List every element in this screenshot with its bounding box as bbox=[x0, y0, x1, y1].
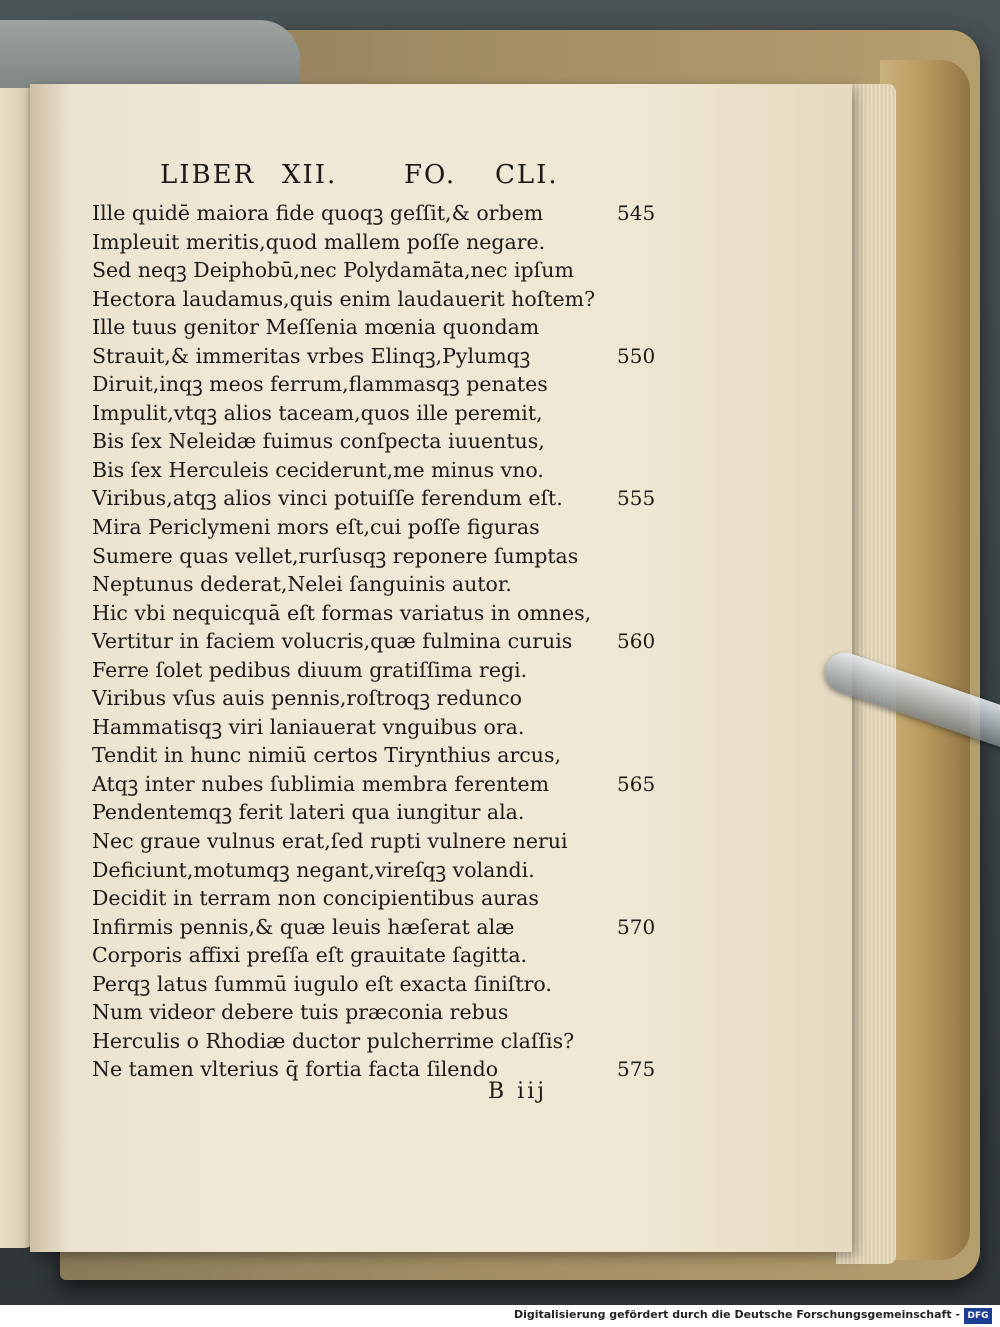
verse-text: Neptunus dederat,Nelei ſanguinis autor. bbox=[92, 572, 512, 597]
verse-lines bbox=[92, 199, 712, 1084]
verse-line bbox=[92, 484, 712, 513]
verse-line bbox=[92, 456, 712, 485]
verse-text: Bis ſex Neleidæ fuimus conſpecta iuuentus, bbox=[92, 429, 545, 454]
verse-line bbox=[92, 741, 712, 770]
verse-line bbox=[92, 913, 712, 942]
line-number: 565 bbox=[617, 771, 656, 796]
verse-text: Herculis o Rhodiæ ductor pulcherrime claſſis? bbox=[92, 1028, 575, 1053]
verse-line bbox=[92, 427, 712, 456]
verse-text: Infirmis pennis,& quæ leuis hæſerat alæ bbox=[92, 914, 515, 939]
verse-line bbox=[92, 798, 712, 827]
verse-text: Ille tuus genitor Meſſenia mœnia quondam bbox=[92, 315, 540, 340]
spine-strip bbox=[0, 20, 300, 90]
header-book-number: XII. bbox=[282, 160, 338, 190]
running-header bbox=[160, 160, 560, 194]
verse-text: Atqꝫ inter nubes ſublimia membra ferentem bbox=[92, 771, 550, 796]
verse-line bbox=[92, 884, 712, 913]
line-number: 575 bbox=[617, 1057, 656, 1082]
verse-text: Pendentemqꝫ ferit lateri qua iungitur ala. bbox=[92, 800, 525, 825]
verse-line bbox=[92, 228, 712, 257]
verse-line bbox=[92, 313, 712, 342]
verse-line bbox=[92, 285, 712, 314]
verse-line bbox=[92, 542, 712, 571]
verse-text: Corporis affixi preſſa eſt grauitate ſagitta. bbox=[92, 943, 528, 968]
verse-text: Viribus vſus auis pennis,roſtroqꝫ redunco bbox=[92, 686, 522, 711]
verse-line bbox=[92, 599, 712, 628]
verse-line bbox=[92, 1055, 712, 1084]
verse-line bbox=[92, 513, 712, 542]
dfg-logo: DFG bbox=[964, 1308, 992, 1324]
signature-mark: B iij bbox=[488, 1079, 548, 1104]
verse-line bbox=[92, 941, 712, 970]
header-fo: FO. bbox=[404, 160, 457, 190]
verse-text: Impleuit meritis,quod mallem poſſe negare. bbox=[92, 229, 546, 254]
line-number: 550 bbox=[617, 343, 656, 368]
verse-line bbox=[92, 1027, 712, 1056]
verse-text: Impulit,vtqꝫ alios taceam,quos ille peremit, bbox=[92, 400, 543, 425]
verse-line bbox=[92, 970, 712, 999]
verse-text: Ille quidē maiora fide quoqꝫ geſſit,& orbem bbox=[92, 201, 544, 225]
verse-line bbox=[92, 856, 712, 885]
verse-text: Bis ſex Herculeis ceciderunt,me minus vno. bbox=[92, 457, 544, 482]
verse-line bbox=[92, 256, 712, 285]
verse-text: Tendit in hunc nimiū certos Tirynthius arcus, bbox=[92, 743, 562, 768]
verse-line bbox=[92, 570, 712, 599]
verse-line bbox=[92, 199, 712, 228]
verse-text: Ne tamen vlterius q̄ fortia facta ſilendo bbox=[92, 1057, 499, 1082]
verse-line bbox=[92, 342, 712, 371]
verse-line bbox=[92, 770, 712, 799]
footer-credit: Digitalisierung gefördert durch die Deutsche Forschungsgemeinschaft - bbox=[513, 1308, 960, 1321]
line-number: 545 bbox=[617, 201, 656, 225]
verse-text: Ferre ſolet pedibus diuum gratiſſima regi. bbox=[92, 657, 528, 682]
verse-text: Diruit,inqꝫ meos ferrum,flammasqꝫ penates bbox=[92, 372, 548, 397]
verse-text: Hammatisqꝫ viri laniauerat vnguibus ora. bbox=[92, 714, 525, 739]
verse-text: Nec graue vulnus erat,ſed rupti vulnere nerui bbox=[92, 829, 568, 854]
verse-text: Hic vbi nequicquā eſt formas variatus in omnes, bbox=[92, 600, 592, 625]
verse-text: Strauit,& immeritas vrbes Elinqꝫ,Pylumqꝫ bbox=[92, 343, 531, 368]
verse-line bbox=[92, 370, 712, 399]
verse-text: Hectora laudamus,quis enim laudauerit hoſtem? bbox=[92, 286, 596, 311]
line-number: 570 bbox=[617, 914, 656, 939]
verse-line bbox=[92, 684, 712, 713]
verse-text: Vertitur in faciem volucris,quæ fulmina curuis bbox=[92, 629, 573, 654]
line-number: 555 bbox=[617, 486, 656, 511]
verse-line bbox=[92, 827, 712, 856]
verse-text: Num videor debere tuis præconia rebus bbox=[92, 1000, 509, 1025]
verse-text: Sed neqꝫ Deiphobū,nec Polydamāta,nec ipſum bbox=[92, 258, 574, 283]
verse-line bbox=[92, 656, 712, 685]
header-folio: CLI. bbox=[495, 160, 559, 190]
verse-line bbox=[92, 998, 712, 1027]
verse-line bbox=[92, 713, 712, 742]
verse-text: Mira Periclymeni mors eſt,cui poſſe figuras bbox=[92, 515, 540, 540]
verse-text: Viribus,atqꝫ alios vinci potuiſſe ferendum eſt. bbox=[92, 486, 563, 511]
header-liber: LIBER bbox=[160, 160, 256, 190]
verse-text: Perqꝫ latus ſummū iugulo eſt exacta ſiniſtro. bbox=[92, 971, 552, 996]
footer-bar bbox=[0, 1305, 1000, 1327]
verse-line bbox=[92, 627, 712, 656]
verse-text: Sumere quas vellet,rurſusqꝫ reponere ſumptas bbox=[92, 543, 579, 568]
line-number: 560 bbox=[617, 629, 656, 654]
verse-text: Decidit in terram non concipientibus auras bbox=[92, 886, 539, 911]
verse-text: Deficiunt,motumqꝫ negant,vireſqꝫ volandi. bbox=[92, 857, 535, 882]
verse-line bbox=[92, 399, 712, 428]
